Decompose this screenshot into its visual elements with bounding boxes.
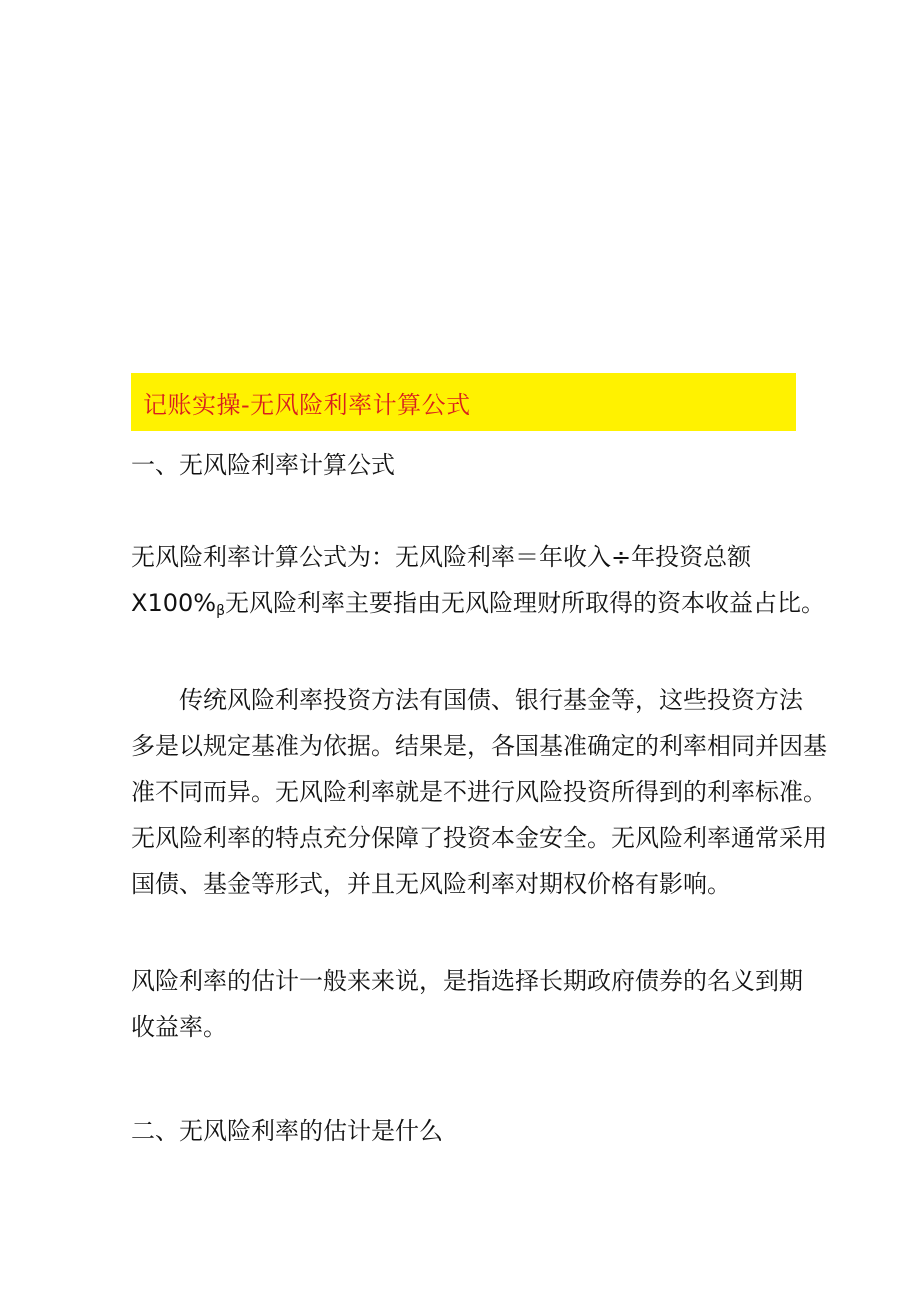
section-heading-2: 二、无风险利率的估计是什么 [131,1117,443,1145]
formula-explanation: 无风险利率主要指由无风险理财所取得的资本收益占比。 [225,589,825,617]
estimate-line-1: 风险利率的估计一般来来说，是指选择长期政府债券的名义到期 [131,967,803,995]
methods-line-2: 多是以规定基准为依据。结果是，各国基准确定的利率相同并因基 [131,732,827,760]
methods-line-4: 无风险利率的特点充分保障了投资本金安全。无风险利率通常采用 [131,824,827,852]
methods-line-3: 准不同而异。无风险利率就是不进行风险投资所得到的利率标准。 [131,778,827,806]
formula-mark: β [216,603,225,619]
formula-percent: X100% [131,589,217,617]
formula-line-1: 无风险利率计算公式为：无风险利率＝年收入÷年投资总额 [131,543,752,571]
formula-line-2 [131,580,825,634]
estimate-line-2: 收益率。 [131,1013,227,1041]
section-heading-1: 一、无风险利率计算公式 [131,451,395,479]
methods-paragraph [131,677,827,907]
document-title-banner [131,373,796,431]
estimate-paragraph [131,958,803,1050]
methods-line-1: 传统风险利率投资方法有国债、银行基金等，这些投资方法 [179,686,803,714]
document-title: 记账实操-无风险利率计算公式 [143,390,471,419]
formula-paragraph [131,534,825,634]
methods-line-5: 国债、基金等形式，并且无风险利率对期权价格有影响。 [131,870,731,898]
